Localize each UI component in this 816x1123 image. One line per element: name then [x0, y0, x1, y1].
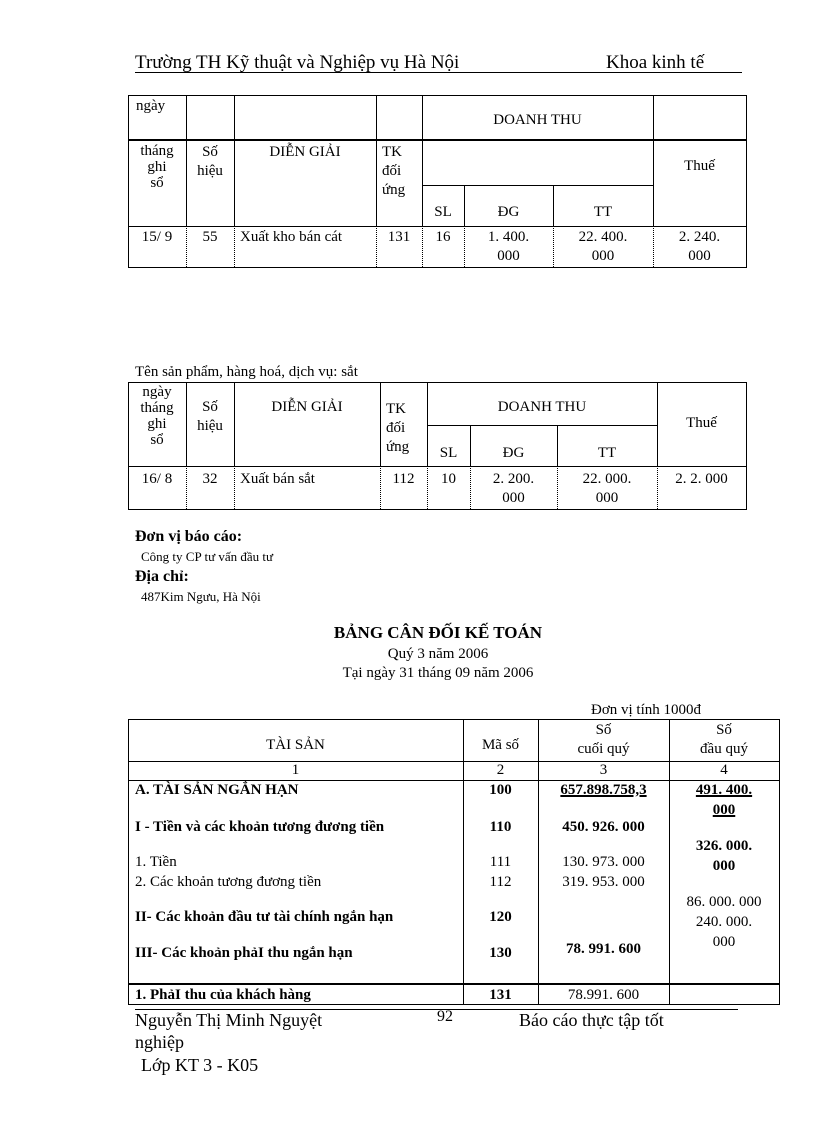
class-name: Lớp KT 3 - K05 [141, 1055, 259, 1075]
header-doanh-thu: DOANH THU [493, 112, 582, 128]
header-tt: TT [597, 445, 617, 461]
page-number: 92 [437, 1008, 453, 1025]
col-number: 4 [720, 762, 728, 778]
header-sl: SL [439, 445, 458, 461]
balance-subtitle-quarter: Quý 3 năm 2006 [387, 646, 489, 662]
address-label: Địa chỉ: [135, 568, 189, 585]
header-dg: ĐG [497, 204, 520, 220]
address-value: 487Kim Ngưu, Hà Nội [141, 589, 261, 604]
header-sl: SL [434, 204, 452, 220]
header-tt: TT [593, 204, 613, 220]
col-number: 3 [599, 762, 608, 778]
department-name: Khoa kinh tế [606, 52, 705, 73]
balance-subtitle-date: Tại ngày 31 tháng 09 năm 2006 [342, 665, 534, 681]
header-code: Mã số [481, 737, 520, 753]
header-date: ngày [136, 98, 166, 114]
header-date: ngày tháng ghi sổ [140, 384, 174, 448]
header-thue: Thuế [684, 158, 715, 174]
header-rule [135, 72, 742, 73]
report-title: Báo cáo thực tập tốt [519, 1010, 664, 1030]
col-number: 2 [496, 762, 505, 778]
header-asset: TÀI SẢN [266, 737, 325, 753]
header-so-hieu: Số hiệu [197, 399, 223, 434]
header-tk: TK đối ứng [386, 401, 410, 455]
unit-of-measure: Đơn vị tính 1000đ [591, 702, 702, 718]
school-name: Trường TH Kỹ thuật và Nghiệp vụ Hà Nội [135, 52, 460, 73]
header-dg: ĐG [502, 445, 525, 461]
header-dien-giai: DIỄN GIẢI [271, 399, 343, 415]
header-doanh-thu: DOANH THU [497, 399, 587, 415]
header-tk: TK đối ứng [382, 144, 406, 198]
header-so-hieu: Số hiệu [197, 144, 223, 179]
product-label: Tên sản phẩm, hàng hoá, dịch vụ: sắt [135, 364, 358, 380]
balance-title: BẢNG CÂN ĐỐI KẾ TOÁN [333, 623, 543, 642]
report-title-cont: nghiệp [135, 1032, 184, 1052]
col-number: 1 [291, 762, 300, 778]
header-end-quarter: Số cuối quý [577, 722, 630, 757]
header-thue: Thuế [686, 415, 717, 431]
author-name: Nguyễn Thị Minh Nguyệt [135, 1010, 323, 1030]
header-dien-giai: DIỄN GIẢI [269, 144, 341, 160]
header-start-quarter: Số đầu quý [700, 722, 748, 757]
unit-value: Công ty CP tư vấn đầu tư [141, 549, 274, 564]
header-date-cont: tháng ghi sổ [140, 143, 174, 191]
document-page: Trường TH Kỹ thuật và Nghiệp vụ Hà Nội Khoa kinh tế ngày tháng ghi sổ Số hiệu DIỄN GIẢI TK đối ứng DOANH THU SL ĐG TT Thuế 15/ 9 55 Xuất kho bán cát 131 16 1. 400. 000 22. 400. 000 2. 240. 000 Tên sản phẩm, hàng hoá, dịch vụ: sắt ngày tháng ghi sổ Số hiệu DIỄN GIẢI TK đối ứng DOANH THU SL ĐG TT Thuế 16/ 8 32 Xuất bán sắt 112 10 2. 200. 000 22. 000. 000 2. 2. 000 Đơn vị báo cáo: Công ty CP tư vấn đầu tư Địa chỉ: 487Kim Ngưu, Hà Nội BẢNG CÂN ĐỐI KẾ TOÁN Quý 3 năm 2006 Tại ngày 31 tháng 09 năm 2006 Đơn vị tính 1000đ TÀI SẢN Mã số Số cuối quý Số đầu quý 1 2 3 4 A. TÀI SẢN NGẮN HẠN 100 657.898.758,3 I - Tiền và các khoản tương đương tiền 110 450. 926. 000 1. Tiền 111 130. 973. 000 2. Các khoản tương đương tiền 112 319. 953. 000 II- Các khoản đầu tư tài chính ngắn hạn 120 III- Các khoản phảI thu ngắn hạn 130 78. 991. 600 1. PhảI thu của khách hàng 131 78.991. 600 491. 400. 000 326. 000. 000 86. 000. 000 240. 000. 000 Nguyễn Thị Minh Nguyệt 92 Báo cáo thực tập tốt nghiệp Lớp KT 3 - K05 [0, 0, 816, 1123]
unit-label: Đơn vị báo cáo: [135, 528, 243, 545]
